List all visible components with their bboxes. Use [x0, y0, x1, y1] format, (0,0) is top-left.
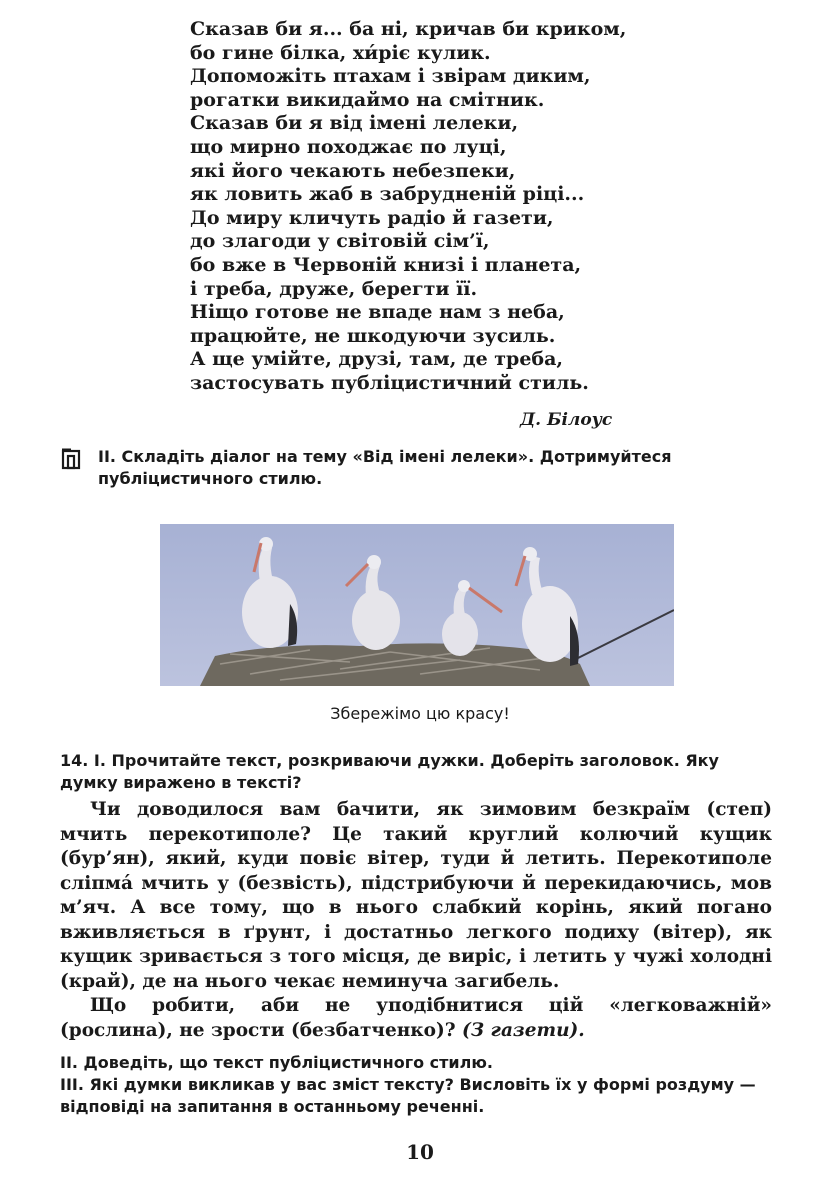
poem-line: Сказав би я від імені лелеки,	[190, 112, 519, 135]
exercise-14-task: 14. І. Прочитайте текст, розкриваючи дужки. Доберіть заголовок. Яку думку виражено в тексті?	[60, 751, 719, 792]
poem-line: Сказав би я... ба ні, кричав би криком,	[190, 18, 627, 40]
poem-line: до злагоди у світовій сім’ї,	[190, 230, 490, 253]
exercise-14-task-2: II. Доведіть, що текст публіцистичного стилю.	[60, 1053, 493, 1072]
paragraph-2-text: Що робити, аби не уподібнитися цій «легковажній» (рослина), не зрости (безбатченко)?	[60, 995, 772, 1041]
poem-line: рогатки викидаймо на смітник.	[190, 88, 545, 111]
poem-line: і треба, друже, берегти її.	[190, 277, 478, 300]
poem-line: бо вже в Червоній книзі і планета,	[190, 253, 582, 276]
poem-line: бо гине білка, хи́ріє кулик.	[190, 41, 491, 64]
poem	[190, 18, 630, 396]
task-2-dialogue: II. Складіть діалог на тему «Від імені лелеки». Дотримуйтеся публіцистичного стилю.	[98, 447, 672, 488]
text-paragraph-1: Чи доводилося вам бачити, як зимовим безкраїм (степ) мчить перекотиполе? Це такий круглий колючий кущик (бур’ян), який, куди повіє вітер, туди й летить. Перекотиполе сліпма́ мчить у (безвість), підстрибуючи й перекидаючись, мов м’яч. А все тому, що в нього слабкий корінь, який погано вживляється в ґрунт, і достатньо легкого подиху (вітер), як кущик зривається з того місця, де виріс, і летить у чужі холодні (край), де на нього чекає неминуча загибель.	[60, 799, 772, 992]
poem-line: До миру кличуть радіо й газети,	[190, 206, 554, 229]
text-source: (З газети).	[462, 1019, 585, 1041]
poem-line: працюйте, не шкодуючи зусиль.	[190, 324, 556, 347]
exercise-14-text	[60, 798, 772, 1043]
exercise-14-followups	[60, 1052, 772, 1118]
exercise-14-task-3: III. Які думки викликав у вас зміст тексту? Висловіть їх у формі роздуму — відповіді на запитання в останньому реченні.	[60, 1075, 756, 1116]
storks-photo	[160, 524, 674, 686]
poem-line: застосувать публіцистичний стиль.	[190, 371, 589, 394]
poem-line: Ніщо готове не впаде нам з неба,	[190, 301, 565, 324]
poem-line: Допоможіть птахам і звірам диким,	[190, 65, 591, 88]
poem-line: А ще умійте, друзі, там, де треба,	[190, 348, 564, 371]
dialogue-task-icon	[60, 447, 84, 471]
photo-caption: Збережімо цю красу!	[330, 704, 510, 723]
page-number: 10	[406, 1140, 434, 1164]
poem-line: як ловить жаб в забрудненій ріці...	[190, 183, 585, 206]
text-paragraph-2	[60, 994, 772, 1043]
poem-line: що мирно походжає по луці,	[190, 135, 507, 158]
poem-line: які його чекають небезпеки,	[190, 159, 516, 182]
poem-author: Д. Білоус	[520, 410, 613, 430]
